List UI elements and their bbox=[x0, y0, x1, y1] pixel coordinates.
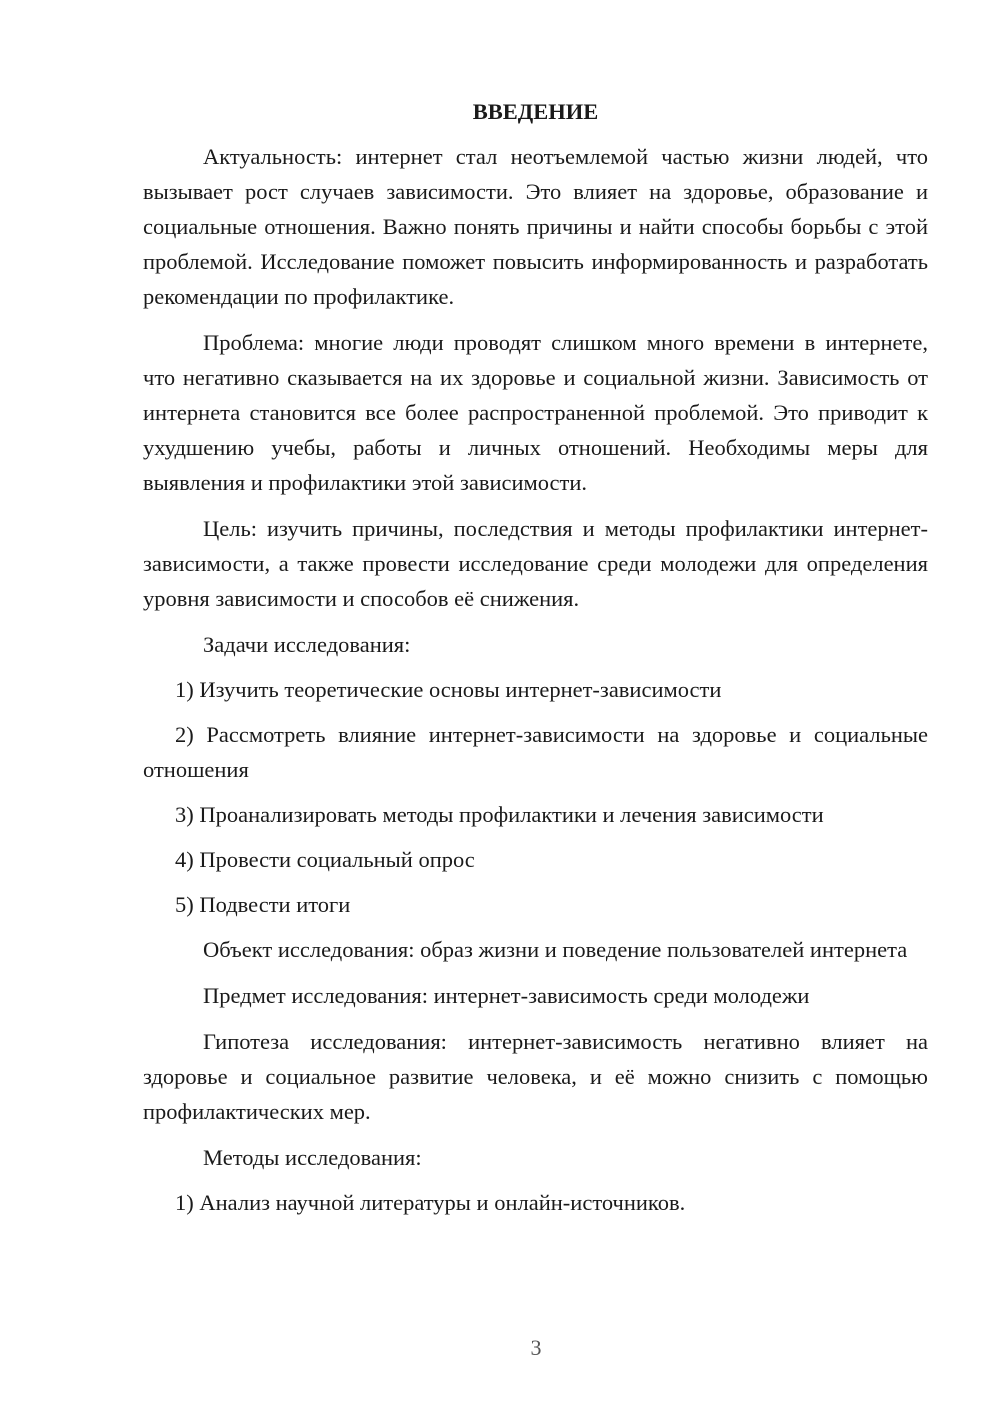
relevance-paragraph: Актуальность: интернет стал неотъемлемой частью жизни людей, что вызывает рост случаев зависимости. Это влияет на здоровье, образование и социальные отношения. Важно понять причины и найти способы борьбы с этой проблемой. Исследование поможет повысить информированность и разработать рекомендации по профилактике. bbox=[143, 144, 928, 309]
subject-paragraph: Предмет исследования: интернет-зависимость среди молодежи bbox=[203, 983, 810, 1008]
section-title: ВВЕДЕНИЕ bbox=[472, 99, 599, 124]
object-paragraph: Объект исследования: образ жизни и поведение пользователей интернета bbox=[203, 937, 908, 962]
task-item: 3) Проанализировать методы профилактики и лечения зависимости bbox=[175, 802, 824, 827]
hypothesis-paragraph: Гипотеза исследования: интернет-зависимость негативно влияет на здоровье и социальное развитие человека, и её можно снизить с помощью профилактических мер. bbox=[143, 1029, 928, 1124]
goal-paragraph: Цель: изучить причины, последствия и методы профилактики интернет-зависимости, а также провести исследование среди молодежи для определения уровня зависимости и способов её снижения. bbox=[143, 516, 928, 611]
page-content bbox=[143, 94, 928, 1230]
methods-heading: Методы исследования: bbox=[203, 1145, 422, 1170]
task-item: 1) Изучить теоретические основы интернет-зависимости bbox=[175, 677, 722, 702]
task-item: 5) Подвести итоги bbox=[175, 892, 351, 917]
problem-paragraph: Проблема: многие люди проводят слишком много времени в интернете, что негативно сказывается на их здоровье и социальной жизни. Зависимость от интернета становится все более распространенной проблемой. Это приводит к ухудшению учебы, работы и личных отношений. Необходимы меры для выявления и профилактики этой зависимости. bbox=[143, 330, 928, 495]
tasks-heading: Задачи исследования: bbox=[203, 632, 411, 657]
page-number: 3 bbox=[530, 1335, 542, 1360]
method-item: 1) Анализ научной литературы и онлайн-источников. bbox=[175, 1190, 686, 1215]
task-item: 4) Провести социальный опрос bbox=[175, 847, 475, 872]
task-item: 2) Рассмотреть влияние интернет-зависимости на здоровье и социальные отношения bbox=[143, 722, 928, 782]
